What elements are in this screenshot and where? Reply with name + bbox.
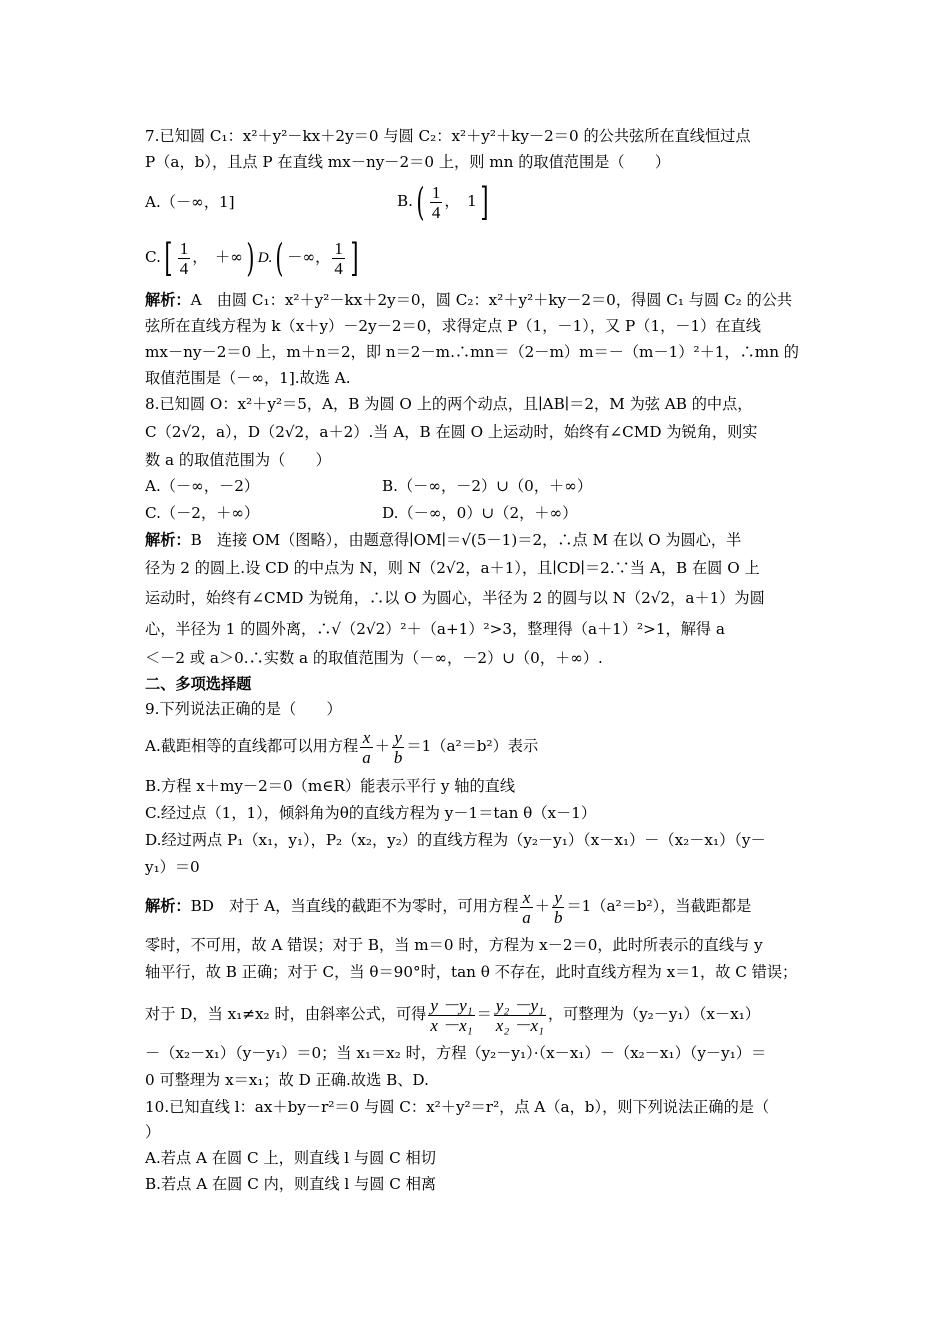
q8-solution-line3: 运动时，始终有∠CMD 为锐角，∴以 O 为圆心，半径为 2 的圆与以 N（2√2，a＋1）为圆 <box>145 589 765 607</box>
q9-option-c: C.经过点（1，1），倾斜角为θ的直线方程为 y－1＝tan θ（x－1） <box>145 804 597 822</box>
q8-stem-line1: 8.已知圆 O：x²＋y²＝5，A，B 为圆 O 上的两个动点，且∣AB∣＝2，M 为弦 AB 的中点， <box>145 395 753 413</box>
q9-option-d-line1: D.经过两点 P₁（x₁，y₁），P₂（x₂，y₂）的直线方程为（y₂－y₁）（x－x₁）－（x₂－x₁）（y－ <box>145 831 766 849</box>
q7-solution-line1: 解析：A 由圆 C₁：x²＋y²－kx＋2y＝0，圆 C₂：x²＋y²＋ky－2＝0，得圆 C₁ 与圆 C₂ 的公共 <box>145 291 793 309</box>
q8-solution-line4: 心，半径为 1 的圆外离，∴√（2√2）²＋（a+1）²>3，整理得（a＋1）²>1，解得 a <box>145 620 725 638</box>
q7-option-a: A.（－∞，1] <box>145 193 235 211</box>
q9-stem: 9.下列说法正确的是（ ） <box>145 700 342 718</box>
q10-stem-line1: 10.已知直线 l：ax＋by－r²＝0 与圆 C：x²＋y²＝r²，点 A（a，b），则下列说法正确的是（ <box>145 1098 770 1116</box>
q7-solution-line3: mx－ny－2＝0 上，m＋n＝2，即 n＝2－m.∴mn＝（2－m）m＝－（m－1）²＋1，∴mn 的 <box>145 343 799 361</box>
q7-option-c: C.[ $\frac{1}{4}$ ， ＋∞) <box>145 236 255 280</box>
q10-stem-line2: ） <box>145 1123 161 1141</box>
q10-option-a: A.若点 A 在圆 C 上，则直线 l 与圆 C 相切 <box>145 1149 436 1167</box>
q8-option-a: A.（－∞，－2） <box>145 477 260 495</box>
section-title: 二、多项选择题 <box>145 675 252 693</box>
q10-option-b: B.若点 A 在圆 C 内，则直线 l 与圆 C 相离 <box>145 1175 437 1193</box>
q9-solution-line1: 解析：BD 对于 A，当直线的截距不为零时，可用方程 $\frac{x}{a}$ ＋ $\frac{y}{b}$ ＝1（a²＝b²），当截距都是 <box>145 887 752 927</box>
q7-options-c-d <box>145 234 810 281</box>
q8-solution-line2: 径为 2 的圆上.设 CD 的中点为 N，则 N（2√2，a＋1），且∣CD∣＝2.∵当 A，B 在圆 O 上 <box>145 559 760 577</box>
q8-option-b: B.（－∞，－2）∪（0，＋∞） <box>382 477 593 495</box>
q7-solution-line4: 取值范围是（－∞，1].故选 A. <box>145 369 351 387</box>
q8-stem-line2: C（2√2，a），D（2√2，a＋2）.当 A，B 在圆 O 上运动时，始终有∠CMD 为锐角，则实 <box>145 423 758 441</box>
q8-stem-line3: 数 a 的取值范围为（ ） <box>145 451 331 469</box>
q9-solution-line4: 对于 D，当 x₁≠x₂ 时，由斜率公式，可得 $\frac{\text{y －y₁}}{\text{x －x₁}}$ ＝ $\frac{\text{y₂ －y₁}}{\text{x₂ －x₁}}$ ，可整理为（y₂－y₁）（x－x₁） <box>145 995 760 1035</box>
q8-solution-line1: 解析：B 连接 OM（图略），由题意得∣OM∣＝√(5－1)＝2，∴点 M 在以 O 为圆心，半 <box>145 531 742 549</box>
q9-solution-line3: 轴平行，故 B 正确；对于 C，当 θ＝90°时，tan θ 不存在，此时直线方程为 x＝1，故 C 错误； <box>145 963 798 981</box>
q9-solution-line2: 零时，不可用，故 A 错误；对于 B，当 m＝0 时，方程为 x－2＝0，此时所表示的直线与 y <box>145 936 763 954</box>
q9-solution-line5: －（x₂－x₁）（y－y₁）＝0；当 x₁＝x₂ 时，方程（y₂－y₁）·（x－x₁）－（x₂－x₁）（y－y₁）＝ <box>145 1044 767 1062</box>
q7-option-d: D.( －∞， $\frac{1}{4}$ ] <box>257 236 359 280</box>
q9-option-a: A.截距相等的直线都可以用方程 $\frac{x}{a}$ ＋ $\frac{y}{b}$ ＝1（a²＝b²）表示 <box>145 727 539 767</box>
q9-option-b: B.方程 x＋my－2＝0（m∈R）能表示平行 y 轴的直线 <box>145 777 516 795</box>
q7-stem-line1: 7.已知圆 C₁：x²＋y²－kx＋2y＝0 与圆 C₂：x²＋y²＋ky－2＝0 的公共弦所在直线恒过点 <box>145 127 751 145</box>
q9-option-d-line2: y₁）＝0 <box>145 858 200 876</box>
q8-solution-line5: ＜－2 或 a＞0.∴实数 a 的取值范围为（－∞，－2）∪（0，＋∞）. <box>145 649 603 667</box>
q8-option-d: D.（－∞，0）∪（2，＋∞） <box>382 504 578 522</box>
q7-stem-line2: P（a，b），且点 P 在直线 mx－ny－2＝0 上，则 mn 的取值范围是（ ） <box>145 153 671 171</box>
q8-option-c: C.（－2，＋∞） <box>145 504 260 522</box>
q9-solution-line6: 0 可整理为 x＝x₁；故 D 正确.故选 B、D. <box>145 1071 429 1089</box>
q7-option-b: B.( $\frac{1}{4}$ ， 1] <box>397 180 489 224</box>
q7-solution-line2: 弦所在直线方程为 k（x＋y）－2y－2＝0，求得定点 P（1，－1），又 P（1，－1）在直线 <box>145 317 761 335</box>
